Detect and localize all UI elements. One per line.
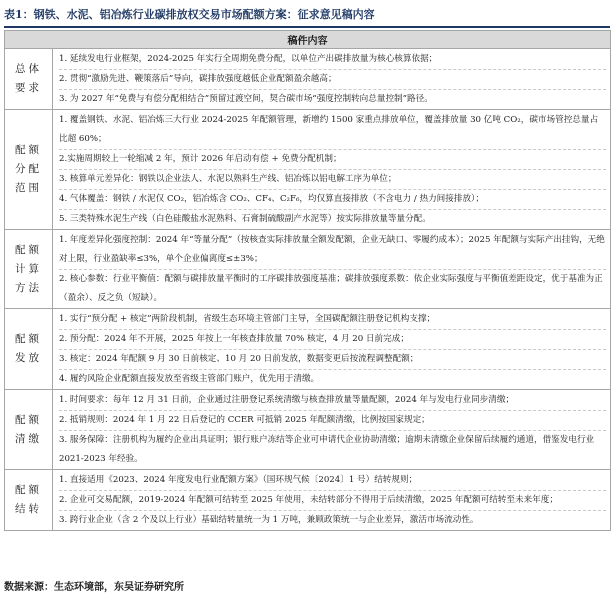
- list-item: 4. 气体覆盖：钢铁 / 水泥仅 CO₂，铝冶炼含 CO₂、CF₄、C₂F₆，均仅算直接排放（不含电力 / 热力间接排放）；: [59, 190, 606, 210]
- list-item: 1. 延续发电行业框架，2024-2025 年实行全周期免费分配，以单位产出碳排放量为核心核算依据；: [59, 50, 606, 70]
- category-cell: 配额分配范围: [5, 110, 53, 230]
- list-item: 5. 三类特殊水泥生产线（白色硅酸盐水泥熟料、石膏制硫酸副产水泥等）按实际排放量等量分配。: [59, 214, 431, 224]
- table-row: [5, 49, 611, 110]
- content-cell: [53, 309, 611, 390]
- list-item: 1. 覆盖钢铁、水泥、铝冶炼三大行业 2024-2025 年配额管理，新增约 1500 家重点排放单位，覆盖排放量 30 亿吨 CO₂，碳市场管控总量占比超 60%；: [59, 111, 606, 150]
- category-cell: 总体要求: [5, 49, 53, 110]
- list-item: 3. 跨行业企业（含 2 个及以上行业）基础结转量统一为 1 万吨，兼顾政策统一与企业差异，激活市场流动性。: [59, 515, 479, 525]
- table-row: [5, 470, 611, 531]
- list-item: 3. 为 2027 年“免费与有偿分配相结合”预留过渡空间，契合碳市场“强度控制转向总量控制”路径。: [59, 94, 433, 104]
- table-row: [5, 110, 611, 230]
- content-cell: [53, 110, 611, 230]
- list-item: 2. 抵销规则：2024 年 1 月 22 日后登记的 CCER 可抵销 2025 年配额清缴，比例按国家规定；: [59, 411, 606, 431]
- list-item: 2.实施周期较上一轮缩减 2 年，预计 2026 年启动有偿 + 免费分配机制；: [59, 150, 606, 170]
- table-header: 稿件内容: [5, 31, 611, 49]
- table-row: [5, 390, 611, 470]
- policy-table: [4, 30, 611, 531]
- category-cell: 配额发放: [5, 309, 53, 390]
- list-item: 2. 贯彻“激励先进、鞭策落后”导向，碳排放强度越低企业配额盈余越高；: [59, 70, 606, 90]
- content-cell: [53, 470, 611, 531]
- list-item: 1. 时间要求：每年 12 月 31 日前，企业通过注册登记系统清缴与核查排放量等量配额，2024 年与发电行业同步清缴；: [59, 391, 606, 411]
- list-item: 1. 年度差异化强度控制：2024 年“等量分配”（按核查实际排放量全额发配额，企业无缺口、零履约成本）；2025 年配额与实际产出挂钩，无绝对上限，行业盈缺率≤3%，单个企业偏离度≤±3%；: [59, 231, 606, 270]
- list-item: 4. 履约风险企业配额直接发放至省级主管部门账户，优先用于清缴。: [59, 374, 320, 384]
- category-cell: 配额结转: [5, 470, 53, 531]
- list-item: 3. 核算单元差异化：钢铁以企业法人、水泥以熟料生产线、铝冶炼以铝电解工序为单位；: [59, 170, 606, 190]
- title-rule: [4, 26, 610, 28]
- list-item: 2. 核心参数：行业平衡值：配额与碳排放量平衡时的工序碳排放强度基准；碳排放强度系数：依企业实际强度与平衡值差距设定，优于基准为正（盈余）、反之负（短缺）。: [59, 274, 603, 303]
- content-cell: [53, 49, 611, 110]
- data-source: 数据来源：生态环境部，东吴证券研究所: [4, 582, 184, 593]
- list-item: 2. 预分配：2024 年不开展，2025 年按上一年核查排放量 70% 核定，4 月 20 日前完成；: [59, 330, 606, 350]
- category-cell: 配额计算方法: [5, 230, 53, 309]
- content-cell: [53, 390, 611, 470]
- table-row: [5, 309, 611, 390]
- content-cell: [53, 230, 611, 309]
- table-header-row: [5, 31, 611, 49]
- list-item: 1. 实行“预分配 + 核定”两阶段机制，省级生态环境主管部门主导，全国碳配额注册登记机构支撑；: [59, 310, 606, 330]
- table-row: [5, 230, 611, 309]
- list-item: 2. 企业可交易配额，2019-2024 年配额可结转至 2025 年使用，未结转部分不得用于后续清缴，2025 年配额可结转至未来年度；: [59, 491, 606, 511]
- category-cell: 配额清缴: [5, 390, 53, 470]
- list-item: 3. 核定：2024 年配额 9 月 30 日前核定、10 月 20 日前发放，数据变更后按流程调整配额；: [59, 350, 606, 370]
- table-title: 表1：钢铁、水泥、铝冶炼行业碳排放权交易市场配额方案：征求意见稿内容: [4, 8, 375, 21]
- list-item: 1. 直接适用《2023、2024 年度发电行业配额方案》（国环规气候〔2024〕1 号）结转规则；: [59, 471, 606, 491]
- list-item: 3. 服务保障：注册机构为履约企业出具证明；银行账户冻结等企业可申请代企业协助清缴；逾期未清缴企业保留后续履约通道，借鉴发电行业 2021-2023 年经验。: [59, 435, 595, 464]
